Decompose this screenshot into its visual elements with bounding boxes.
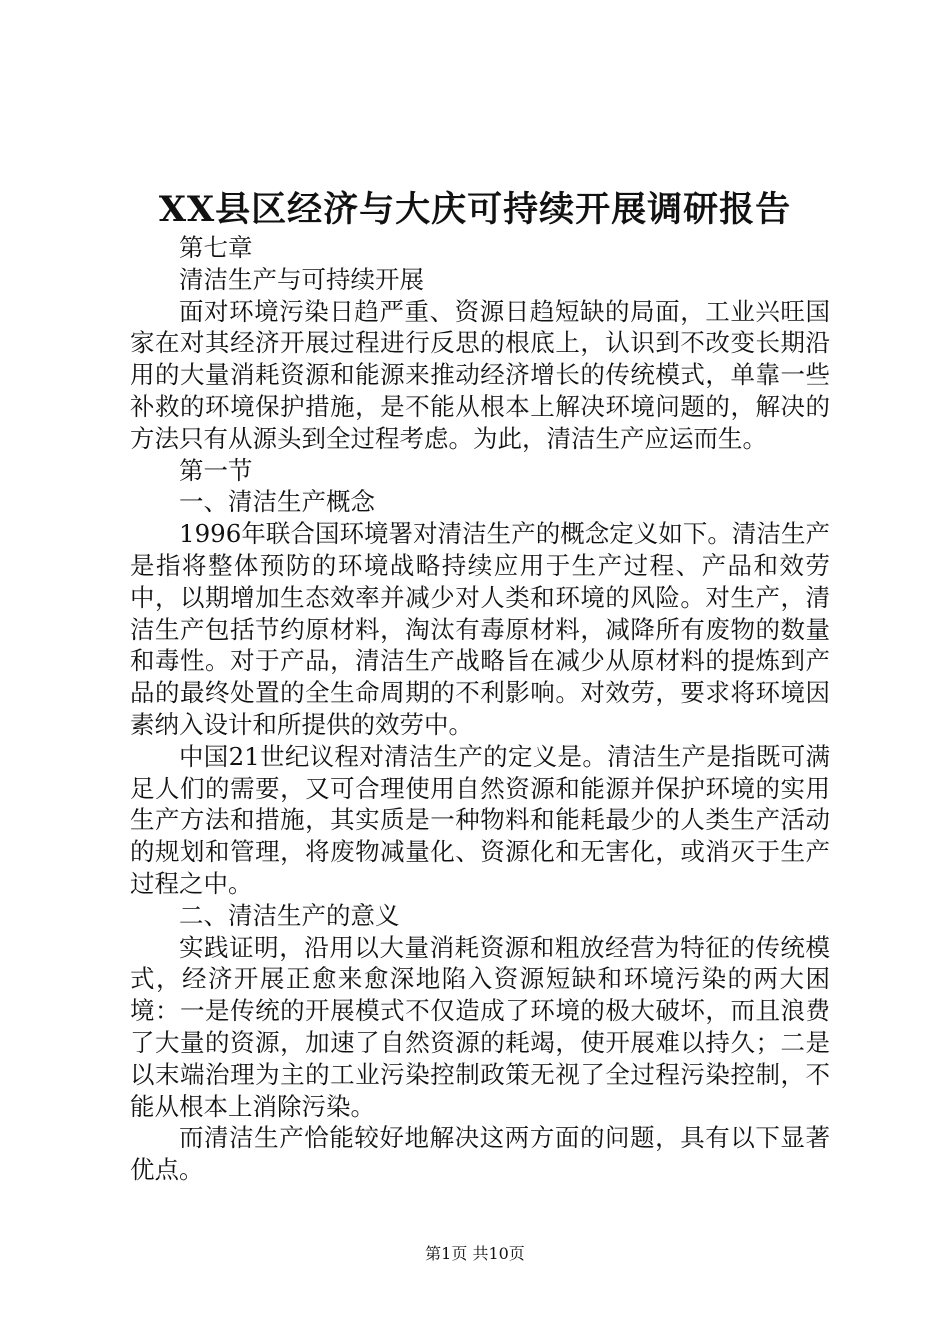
subsection-heading-concept: 一、清洁生产概念 bbox=[179, 487, 375, 517]
chapter-heading: 第七章 bbox=[179, 233, 253, 262]
paragraph-china-definition: 中国21世纪议程对清洁生产的定义是。清洁生产是指既可满足人们的需要，又可合理使用自然资源和能源并保护环境的实用生产方法和措施，其实质是一种物料和能耗最少的人类生产活动的规划和管理，将废物减量化、资源化和无害化，或消灭于生产过程之中。 bbox=[130, 741, 830, 898]
paragraph-unep-definition: 1996年联合国环境署对清洁生产的概念定义如下。清洁生产是指将整体预防的环境战略持续应用于生产过程、产品和效劳中，以期增加生态效率并减少对人类和环境的风险。对生产，清洁生产包括节约原材料，淘汰有毒原材料，减降所有废物的数量和毒性。对于产品，清洁生产战略旨在减少从原材料的提炼到产品的最终处置的全生命周期的不利影响。对效劳，要求将环境因素纳入设计和所提供的效劳中。 bbox=[130, 519, 830, 739]
paragraph-intro: 面对环境污染日趋严重、资源日趋短缺的局面，工业兴旺国家在对其经济开展过程进行反思的根底上，认识到不改变长期沿用的大量消耗资源和能源来推动经济增长的传统模式，单靠一些补救的环境保护措施，是不能从根本上解决环境问题的，解决的方法只有从源头到全过程考虑。为此，清洁生产应运而生。 bbox=[130, 296, 830, 453]
document-title: XX县区经济与大庆可持续开展调研报告 bbox=[158, 189, 792, 230]
paragraph-practice: 实践证明，沿用以大量消耗资源和粗放经营为特征的传统模式，经济开展正愈来愈深地陷入资源短缺和环境污染的两大困境：一是传统的开展模式不仅造成了环境的极大破坏，而且浪费了大量的资源，加速了自然资源的耗竭，使开展难以持久；二是以末端治理为主的工业污染控制政策无视了全过程污染控制，不能从根本上消除污染。 bbox=[130, 932, 830, 1121]
section-heading: 第一节 bbox=[179, 455, 253, 485]
page-number-footer: 第1页 共10页 bbox=[425, 1244, 525, 1263]
paragraph-advantages: 而清洁生产恰能较好地解决这两方面的问题，具有以下显著优点。 bbox=[130, 1123, 830, 1185]
subsection-heading-significance: 二、清洁生产的意义 bbox=[179, 900, 400, 930]
document-body bbox=[130, 232, 830, 1186]
chapter-subtitle: 清洁生产与可持续开展 bbox=[179, 264, 424, 294]
